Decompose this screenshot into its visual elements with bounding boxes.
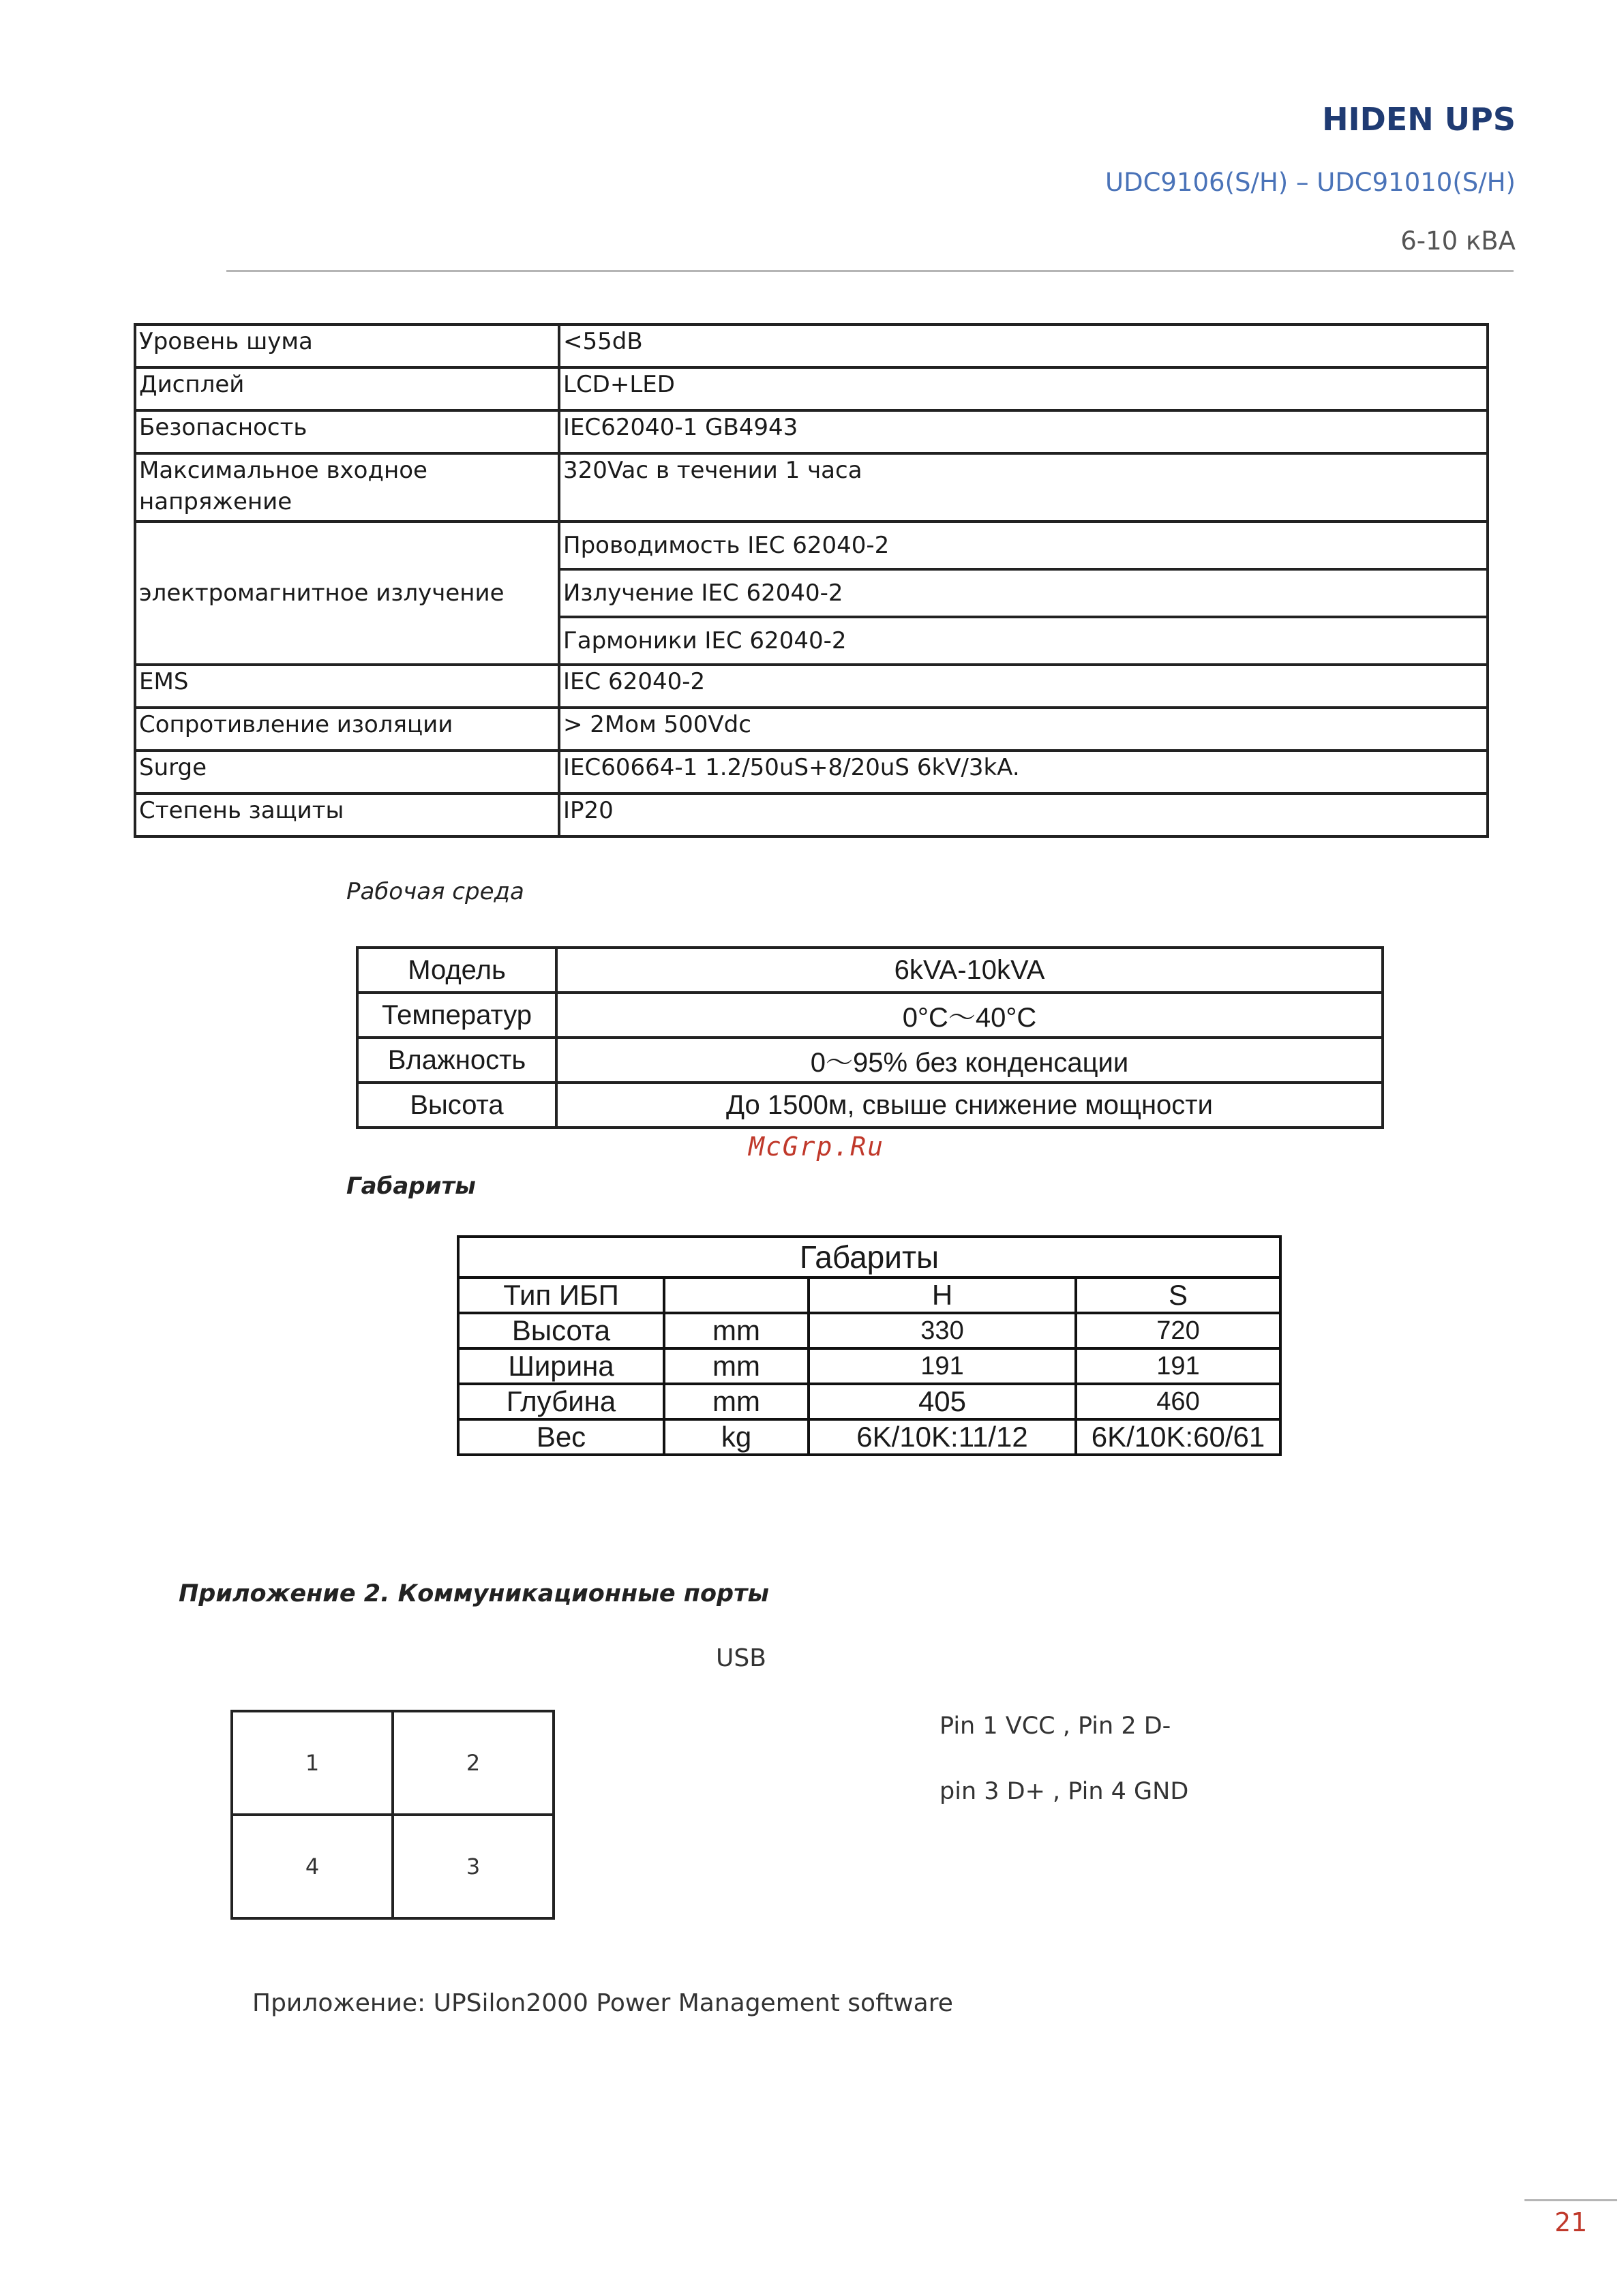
spec-label: Surge [135,751,559,794]
page-number: 21 [1554,2207,1588,2237]
table-cell: Ширина [458,1348,664,1384]
table-row [458,1419,1280,1455]
env-value: 6kVA-10kVA [556,948,1383,993]
table-cell: 720 [1076,1313,1280,1348]
watermark: McGrp.Ru [749,1132,885,1162]
spec-label: Степень защиты [135,794,559,836]
spec-value: <55dB [559,324,1488,367]
pin-cell: 3 [393,1815,554,1918]
spec-label: EMS [135,665,559,708]
table-row [135,665,1488,708]
table-row [458,1237,1280,1278]
spec-value: Излучение IEC 62040-2 [559,569,1488,617]
pin-cell: 2 [393,1711,554,1815]
env-value: До 1500м, свыше снижение мощности [556,1083,1383,1128]
table-row [357,993,1383,1038]
pin-cell: 1 [232,1711,393,1815]
table-row [357,948,1383,993]
table-cell: 6K/10K:60/61 [1076,1419,1280,1455]
software-note: Приложение: UPSilon2000 Power Management software [252,1989,953,2017]
table-row [232,1815,554,1918]
brand-title: HIDEN UPS [1322,101,1516,138]
table-cell: 191 [809,1348,1076,1384]
table-cell: mm [664,1384,809,1419]
spec-value: > 2Мом 500Vdc [559,708,1488,751]
env-label: Высота [357,1083,556,1128]
table-row [357,1083,1383,1128]
env-value: 0～95% без конденсации [556,1038,1383,1083]
table-row [135,367,1488,410]
table-row [135,410,1488,453]
spec-label: Уровень шума [135,324,559,367]
usb-pin-diagram [230,1710,555,1920]
table-cell: 460 [1076,1384,1280,1419]
environment-table [356,946,1384,1129]
table-cell: 191 [1076,1348,1280,1384]
appendix-title: Приложение 2. Коммуникационные порты [179,1580,770,1607]
table-row [135,751,1488,794]
spec-value: IP20 [559,794,1488,836]
power-range: 6-10 кВА [1400,226,1516,256]
spec-label: электромагнитное излучение [135,522,559,665]
table-cell: kg [664,1419,809,1455]
dimensions-title: Габариты [458,1237,1280,1278]
pin-description-2: pin 3 D+ , Pin 4 GND [939,1778,1189,1805]
header-divider [226,270,1514,272]
column-header: H [809,1278,1076,1313]
table-row [458,1384,1280,1419]
environment-caption: Рабочая среда [346,878,524,905]
table-cell: Глубина [458,1384,664,1419]
env-label: Модель [357,948,556,993]
spec-label: Безопасность [135,410,559,453]
column-header [664,1278,809,1313]
spec-value: LCD+LED [559,367,1488,410]
env-label: Влажность [357,1038,556,1083]
usb-label: USB [716,1644,766,1672]
dimensions-table [457,1235,1282,1456]
table-row [135,453,1488,522]
table-cell: Вес [458,1419,664,1455]
table-row [232,1711,554,1815]
spec-value: Проводимость IEC 62040-2 [559,522,1488,569]
spec-value: IEC62040-1 GB4943 [559,410,1488,453]
pin-description-1: Pin 1 VCC , Pin 2 D- [939,1712,1171,1740]
footer-divider [1524,2199,1617,2201]
column-header: Тип ИБП [458,1278,664,1313]
table-row [458,1313,1280,1348]
spec-value: IEC 62040-2 [559,665,1488,708]
table-row [135,794,1488,836]
spec-label: Сопротивление изоляции [135,708,559,751]
spec-label: Дисплей [135,367,559,410]
table-cell: 405 [809,1384,1076,1419]
table-cell: 330 [809,1313,1076,1348]
column-header: S [1076,1278,1280,1313]
table-row [135,522,1488,569]
table-row [135,324,1488,367]
spec-table [134,323,1489,838]
env-label: Температур [357,993,556,1038]
spec-label: Максимальное входное напряжение [135,453,559,522]
pin-cell: 4 [232,1815,393,1918]
dimensions-caption: Габариты [346,1173,476,1200]
table-cell: mm [664,1313,809,1348]
model-range: UDC9106(S/H) – UDC91010(S/H) [1105,168,1516,197]
table-row [357,1038,1383,1083]
table-cell: 6K/10K:11/12 [809,1419,1076,1455]
table-row [135,708,1488,751]
table-row [458,1348,1280,1384]
table-cell: mm [664,1348,809,1384]
spec-value: IEC60664-1 1.2/50uS+8/20uS 6kV/3kA. [559,751,1488,794]
env-value: 0°C～40°C [556,993,1383,1038]
spec-value: 320Vac в течении 1 часа [559,453,1488,522]
table-row [458,1278,1280,1313]
spec-value: Гармоники IEC 62040-2 [559,617,1488,665]
table-cell: Высота [458,1313,664,1348]
